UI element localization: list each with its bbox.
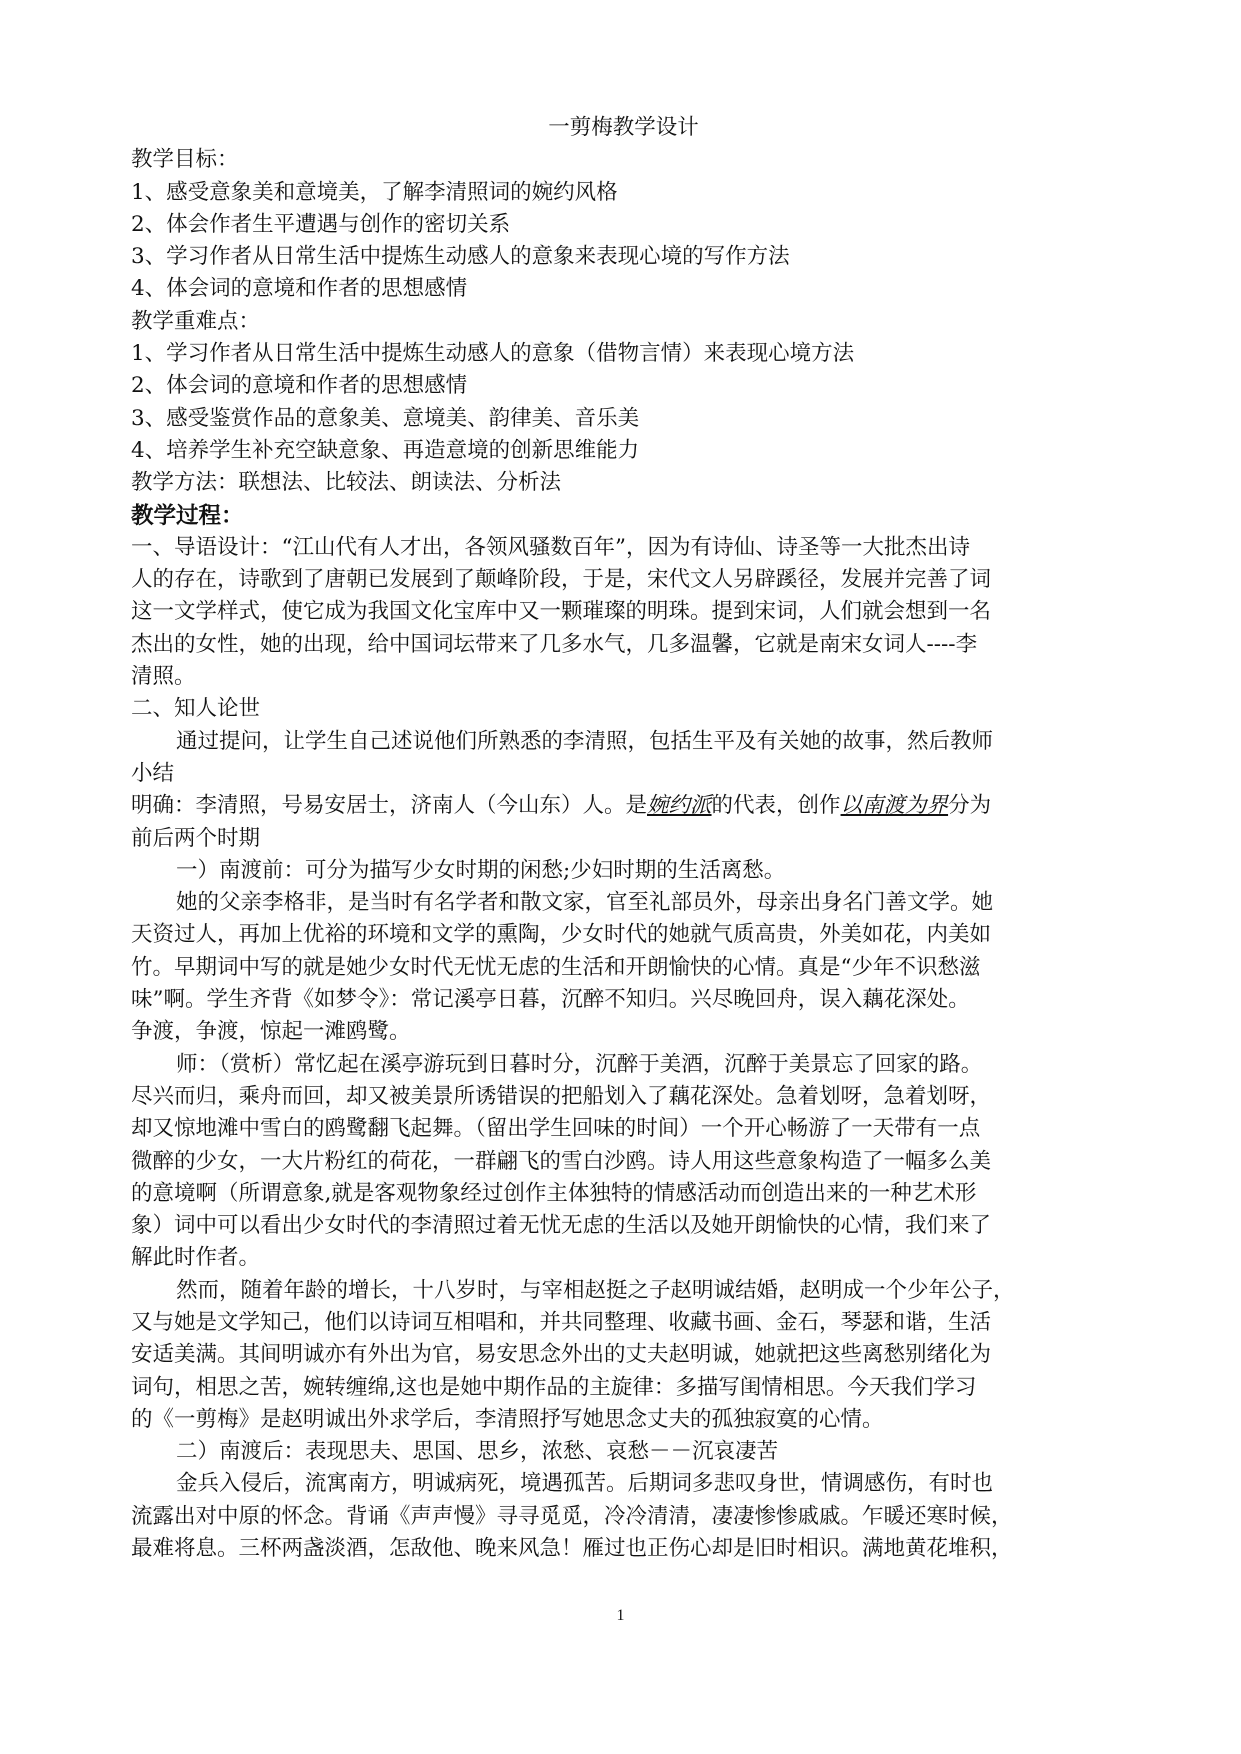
teaching-methods: 教学方法：联想法、比较法、朗读法、分析法: [131, 470, 562, 496]
para-line: 又与她是文学知己，他们以诗词互相唱和，并共同整理、收藏书画、金石，琴瑟和谐，生活: [131, 1309, 992, 1335]
objective-item: 2、体会作者生平遭遇与创作的密切关系: [131, 211, 511, 237]
para-line: 她的父亲李格非，是当时有名学者和散文家，官至礼部员外，母亲出身名门善文学。她: [176, 890, 994, 916]
para-line: 的意境啊（所谓意象,就是客观物象经过创作主体独特的情感活动而创造出来的一种艺术形: [131, 1180, 977, 1206]
para-line: 天资过人，再加上优裕的环境和文学的熏陶，少女时代的她就气质高贵，外美如花，内美如: [131, 922, 992, 948]
clarify-text: 明确：李清照，号易安居士，济南人（今山东）人。是: [131, 793, 648, 819]
clarify-line: [131, 790, 1116, 822]
intro-line: 杰出的女性，她的出现，给中国词坛带来了几多水气，几多温馨，它就是南宋女词人----李: [131, 631, 978, 657]
intro-line: 人的存在，诗歌到了唐朝已发展到了颠峰阶段，于是，宋代文人另辟蹊径，发展并完善了词: [131, 567, 992, 593]
intro-line: 这一文学样式，使它成为我国文化宝库中又一颗璀璨的明珠。提到宋词，人们就会想到一名: [131, 599, 992, 625]
subsection-heading: 一）南渡前：可分为描写少女时期的闲愁;少妇时期的生活离愁。: [176, 857, 786, 883]
objective-item: 1、感受意象美和意境美，了解李清照词的婉约风格: [131, 179, 618, 205]
para-line: 微醉的少女，一大片粉红的荷花，一群翩飞的雪白沙鸥。诗人用这些意象构造了一幅多么美: [131, 1148, 992, 1174]
term-wanyuepai: 婉约派: [647, 793, 712, 819]
keypoint-item: 2、体会词的意境和作者的思想感情: [131, 373, 468, 399]
section2-line: 小结: [131, 760, 175, 786]
para-line: 解此时作者。: [131, 1245, 261, 1271]
section2-line: 通过提问，让学生自己述说他们所熟悉的李清照，包括生平及有关她的故事，然后教师: [176, 728, 994, 754]
document-title: 一剪梅教学设计: [548, 115, 699, 140]
clarify-text: 的代表，创作: [711, 793, 841, 819]
para-line: 争渡，争渡，惊起一滩鸥鹭。: [131, 1019, 411, 1045]
para-line: 尽兴而归，乘舟而回，却又被美景所诱错误的把船划入了藕花深处。急着划呀，急着划呀，: [131, 1083, 992, 1109]
objectives-heading: 教学目标：: [131, 147, 239, 173]
para-line: 竹。早期词中写的就是她少女时代无忧无虑的生活和开朗愉快的心情。真是“少年不识愁滋: [131, 954, 981, 980]
para-line: 师：（赏析）常忆起在溪亭游玩到日暮时分，沉醉于美酒，沉醉于美景忘了回家的路。: [176, 1051, 983, 1077]
para-line: 的《一剪梅》是赵明诚出外求学后，李清照抒写她思念丈夫的孤独寂寞的心情。: [131, 1406, 884, 1432]
para-line: 味”啊。学生齐背《如梦令》：常记溪亭日暮，沉醉不知归。兴尽晚回舟，误入藕花深处。: [131, 987, 970, 1013]
clarify-text: 分为: [948, 793, 992, 819]
page-number: 1: [616, 1607, 625, 1624]
keypoint-item: 4、培养学生补充空缺意象、再造意境的创新思维能力: [131, 437, 640, 463]
objective-item: 4、体会词的意境和作者的思想感情: [131, 276, 468, 302]
subsection-heading: 二）南渡后：表现思夫、思国、思乡，浓愁、哀愁－－沉哀凄苦: [176, 1439, 779, 1465]
section2-heading: 二、知人论世: [131, 696, 261, 722]
process-heading: 教学过程：: [131, 502, 244, 529]
para-line: 然而，随着年龄的增长，十八岁时，与宰相赵挺之子赵明诚结婚，赵明成一个少年公子，: [176, 1277, 1015, 1303]
para-line: 象）词中可以看出少女时代的李清照过着无忧无虑的生活以及她开朗愉快的心情，我们来了: [131, 1213, 992, 1239]
keypoints-heading: 教学重难点：: [131, 308, 261, 334]
para-line: 流露出对中原的怀念。背诵《声声慢》寻寻觅觅，冷冷清清，凄凄惨惨戚戚。乍暖还寒时候，: [131, 1503, 1013, 1529]
para-line: 安适美满。其间明诚亦有外出为官，易安思念外出的丈夫赵明诚，她就把这些离愁别绪化为: [131, 1342, 992, 1368]
para-line: 却又惊地滩中雪白的鸥鹭翻飞起舞。（留出学生回味的时间）一个开心畅游了一天带有一点: [131, 1116, 981, 1142]
document-page: [131, 112, 1116, 1565]
keypoint-item: 1、学习作者从日常生活中提炼生动感人的意象（借物言情）来表现心境方法: [131, 341, 855, 367]
intro-line: 一、导语设计：“江山代有人才出，各领风骚数百年”，因为有诗仙、诗圣等一大批杰出诗: [131, 534, 970, 560]
clarify-line: 前后两个时期: [131, 825, 261, 851]
para-line: 最难将息。三杯两盏淡酒，怎敌他、晚来风急！雁过也正伤心却是旧时相识。满地黄花堆积，: [131, 1536, 1013, 1562]
term-nandu: 以南渡为界: [840, 793, 949, 819]
para-line: 金兵入侵后，流寓南方，明诚病死，境遇孤苦。后期词多悲叹身世，情调感伤，有时也: [176, 1471, 994, 1497]
keypoint-item: 3、感受鉴赏作品的意象美、意境美、韵律美、音乐美: [131, 405, 640, 431]
para-line: 词句，相思之苦，婉转缠绵,这也是她中期作品的主旋律：多描写闺情相思。今天我们学习: [131, 1374, 977, 1400]
objective-item: 3、学习作者从日常生活中提炼生动感人的意象来表现心境的写作方法: [131, 244, 790, 270]
intro-line: 清照。: [131, 664, 196, 690]
